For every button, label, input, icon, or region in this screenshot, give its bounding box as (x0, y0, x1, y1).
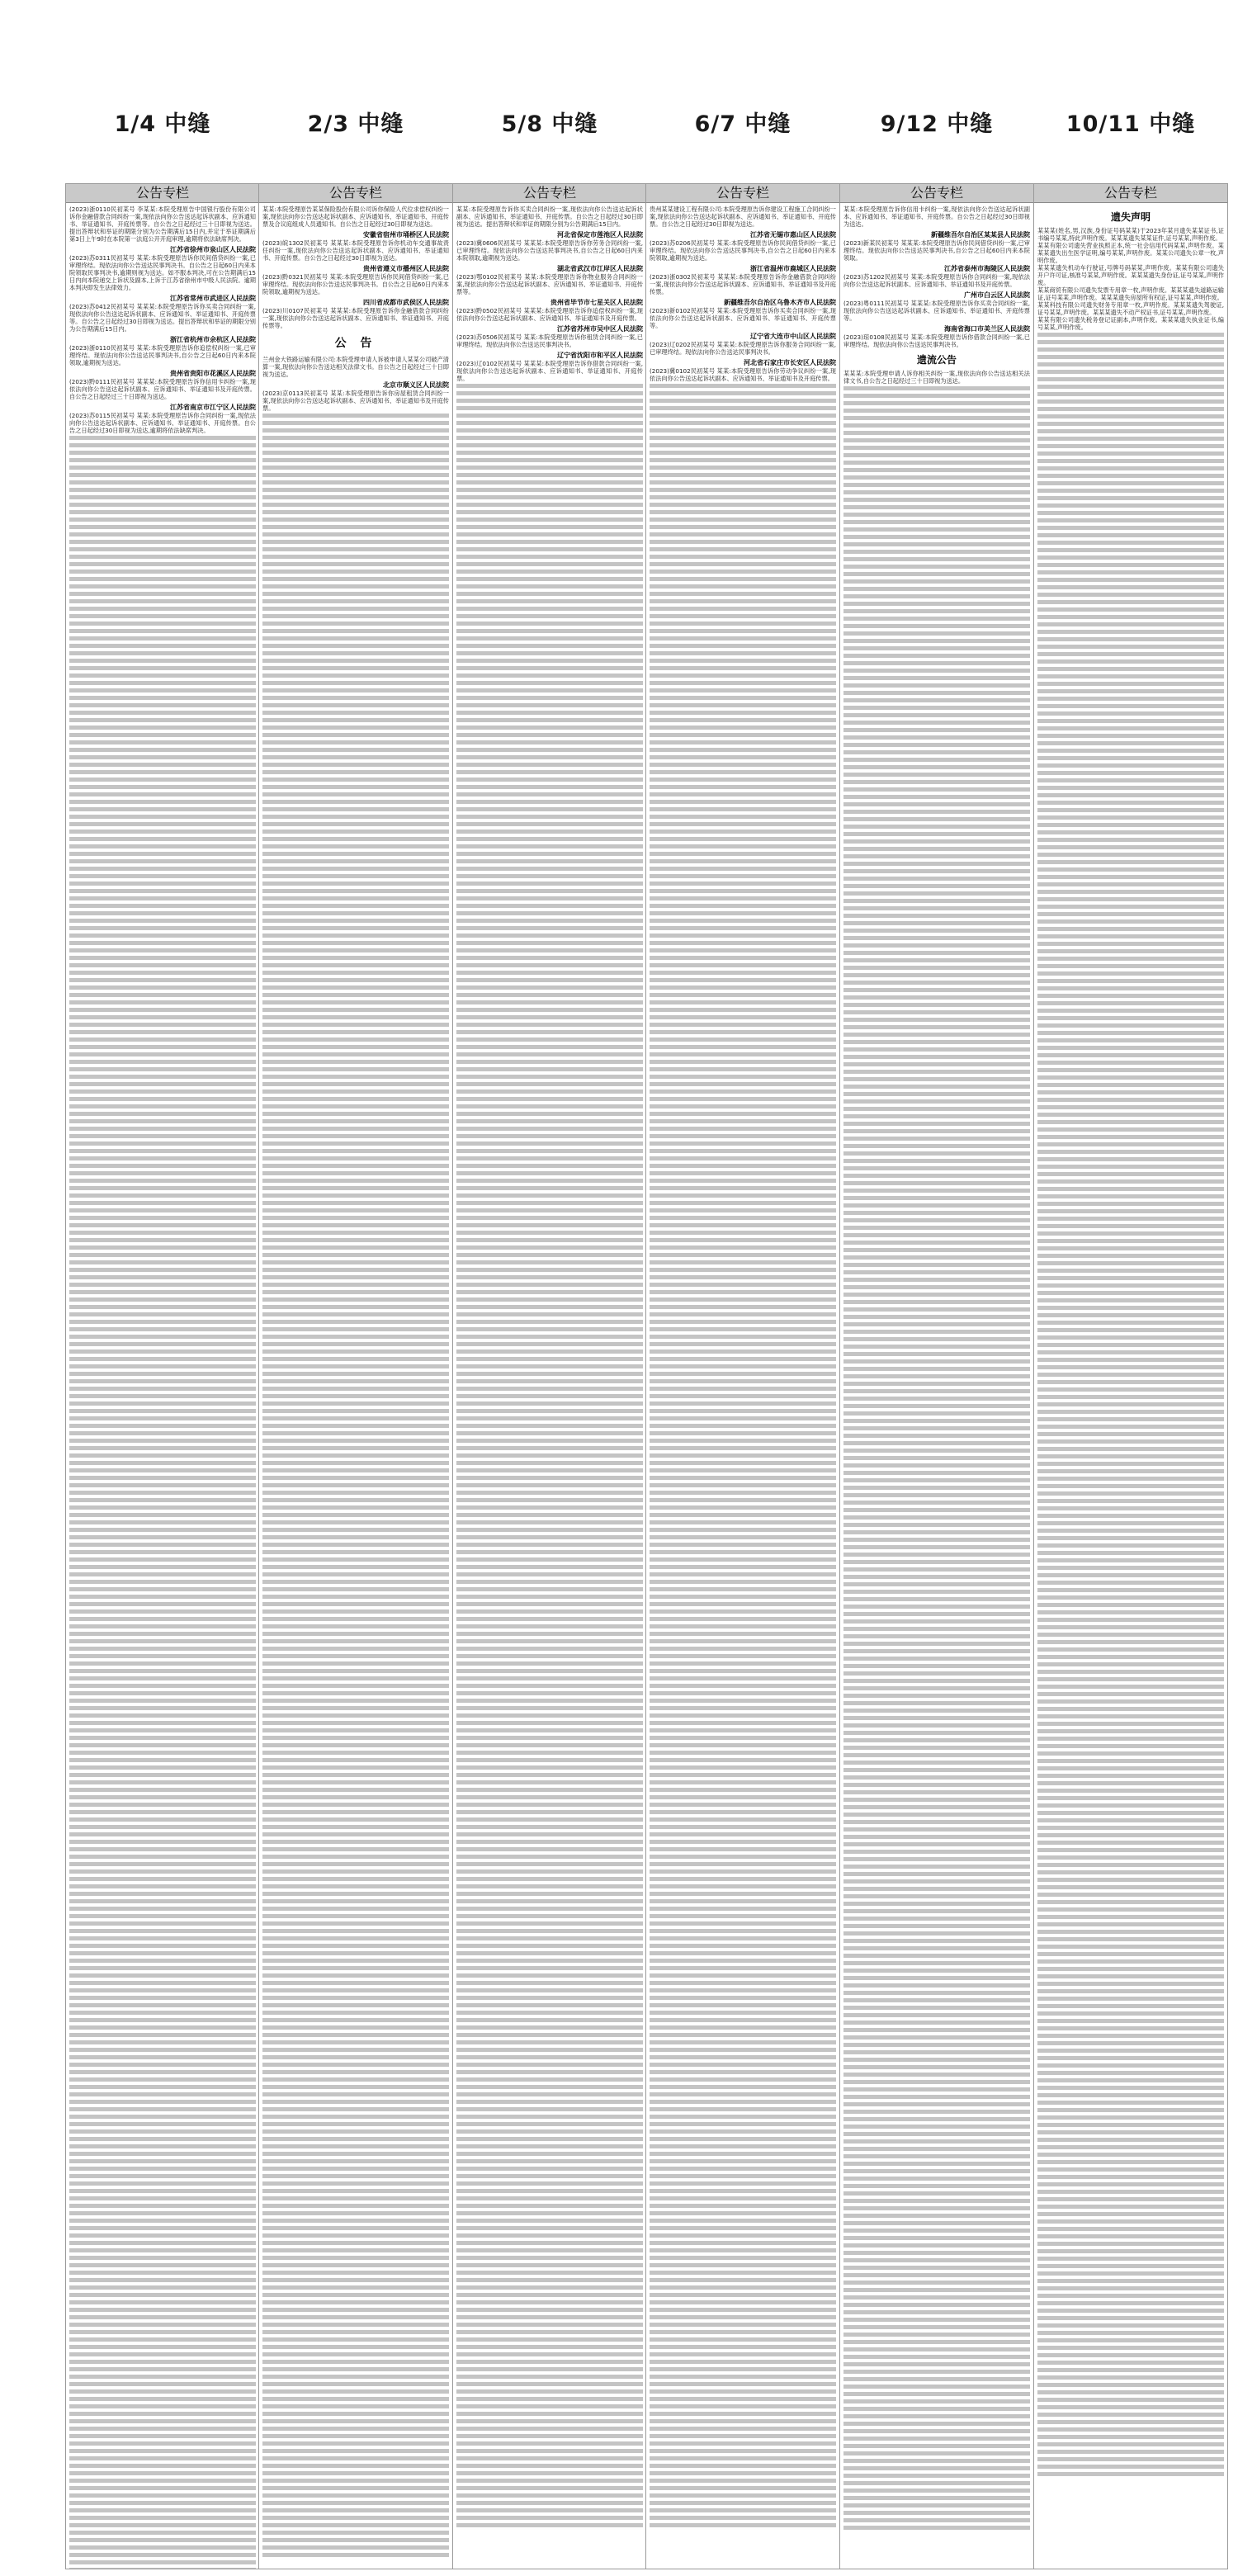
notice-paragraph: 某某有限公司遗失营业执照正本,统一社会信用代码某某,声明作废。某某某遗失出生医学证明,编号某某,声明作废。某某公司遗失公章一枚,声明作废。 (1037, 242, 1224, 264)
notice-paragraph: (2023)辽0102民初某号 某某某:本院受理原告诉你借款合同纠纷一案,现依法向你公告送达起诉状副本、应诉通知书、举证通知书、开庭传票。 (456, 360, 643, 382)
fine-print-texture (1037, 333, 1224, 2479)
notice-paragraph: (2023)皖1302民初某号 某某某:本院受理原告诉你机动车交通事故责任纠纷一案,现依法向你公告送达起诉状副本、应诉通知书、举证通知书、开庭传票。自公告之日起经过30日即视为送达。 (262, 239, 449, 262)
notice-paragraph: (2023)新0102民初某号 某某:本院受理原告诉你买卖合同纠纷一案,现依法向你公告送达起诉状副本、应诉通知书、举证通知书、开庭传票等。 (650, 307, 836, 329)
notice-paragraph: (2023)苏0412民初某号 某某某:本院受理原告诉你买卖合同纠纷一案,现依法向你公告送达起诉状副本、应诉通知书、举证通知书、开庭传票等。自公告之日起经过30日即视为送达。提出答辩状和举证的期限分别为公告期满后15日内。 (69, 303, 256, 333)
notice-heading: 江苏省苏州市吴中区人民法院 (557, 325, 643, 333)
notice-paragraph: (2023)粤0111民初某号 某某某:本院受理原告诉你买卖合同纠纷一案,现依法向你公告送达起诉状副本、应诉通知书、举证通知书、开庭传票等。 (843, 300, 1030, 322)
column-title: 1/4 中缝 (114, 111, 211, 137)
notice-heading: 江苏省常州市武进区人民法院 (170, 295, 256, 302)
notice-paragraph: (2023)浙0302民初某号 某某某:本院受理原告诉你金融借款合同纠纷一案,现依法向你公告送达起诉状副本、应诉通知书、举证通知书及开庭传票。 (650, 273, 836, 295)
notice-paragraph: 贵州某某建设工程有限公司:本院受理原告诉你建设工程施工合同纠纷一案,现依法向你公告送达起诉状副本、应诉通知书、举证通知书、开庭传票。自公告之日起经过30日即视为送达。 (650, 206, 836, 228)
fine-print-texture (262, 414, 449, 2559)
notice-paragraph: (2023)苏0311民初某号 某某:本院受理原告诉你民间借贷纠纷一案,已审理终结。现依法向你公告送达民事判决书。自公告之日起60日内来本院领取民事判决书,逾期则视为送达。如不服本判决,可在公告期满后15日内向本院递交上诉状及副本,上诉于江苏省徐州市中级人民法院。逾期本判决即发生法律效力。 (69, 254, 256, 291)
notice-paragraph: 某某:本院受理原告诉你买卖合同纠纷一案,现依法向你公告送达起诉状副本、应诉通知书、举证通知书、开庭传票。自公告之日起经过30日即视为送达。提出答辩状和举证的期限分别为公告期满后15日内。 (456, 206, 643, 228)
notice-paragraph: 某某某(姓名,男,汉族,身份证号码某某)于2023年某月遗失某某证书,证书编号某某,特此声明作废。某某某遗失某某证件,证号某某,声明作废。 (1037, 227, 1224, 242)
notice-panel (839, 183, 1034, 2569)
notice-heading: 四川省成都市武侯区人民法院 (363, 299, 449, 306)
column-title: 10/11 中缝 (1066, 111, 1196, 137)
column (1033, 0, 1228, 2576)
notice-heading: 公 告 (334, 337, 377, 350)
column (839, 0, 1034, 2576)
column-title: 6/7 中缝 (694, 111, 791, 137)
notice-heading: 辽宁省沈阳市和平区人民法院 (557, 352, 643, 359)
notice-heading: 贵州省遵义市播州区人民法院 (363, 265, 449, 272)
notice-paragraph: 某某:本院受理原告诉你信用卡纠纷一案,现依法向你公告送达起诉状副本、应诉通知书、举证通知书、开庭传票。自公告之日起经过30日即视为送达。 (843, 206, 1030, 228)
notice-heading: 江苏省泰州市海陵区人民法院 (944, 265, 1030, 272)
column-title: 2/3 中缝 (307, 111, 404, 137)
notice-paragraph: (2023)冀0606民初某号 某某某:本院受理原告诉你劳务合同纠纷一案,已审理终结。现依法向你公告送达民事判决书,自公告之日起60日内来本院领取,逾期视为送达。 (456, 239, 643, 262)
notice-body (259, 203, 452, 2559)
notice-panel (1033, 183, 1228, 2569)
notice-paragraph: (2023)鄂0102民初某号 某某:本院受理原告诉你物业服务合同纠纷一案,现依法向你公告送达起诉状副本、应诉通知书、举证通知书、开庭传票等。 (456, 273, 643, 295)
notice-paragraph: (2023)黔0111民初某号 某某某:本院受理原告诉你信用卡纠纷一案,现依法向你公告送达起诉状副本、应诉通知书、举证通知书及开庭传票。自公告之日起经过三十日即视为送达。 (69, 378, 256, 400)
notice-panel (65, 183, 260, 2569)
section-banner: 公告专栏 (259, 184, 452, 203)
notice-paragraph: (2023)黔0321民初某号 某某:本院受理原告诉你民间借贷纠纷一案,已审理终结。现依法向你公告送达民事判决书。自公告之日起60日内来本院领取,逾期视为送达。 (262, 273, 449, 295)
notice-paragraph: (2023)京0113民初某号 某某:本院受理原告诉你房屋租赁合同纠纷一案,现依法向你公告送达起诉状副本、应诉通知书、举证通知书及开庭传票。 (262, 390, 449, 412)
notice-heading: 新疆维吾尔自治区某某县人民法院 (931, 231, 1030, 239)
notice-panel (645, 183, 840, 2569)
notice-body (453, 203, 646, 2530)
notice-paragraph: (2023)苏1202民初某号 某某:本院受理原告诉你合同纠纷一案,现依法向你公告送达起诉状副本、应诉通知书、举证通知书及开庭传票。 (843, 273, 1030, 288)
notice-paragraph: (2023)辽0202民初某号 某某某:本院受理原告诉你服务合同纠纷一案,已审理终结。现依法向你公告送达民事判决书。 (650, 341, 836, 356)
notice-heading: 江苏省无锡市惠山区人民法院 (750, 231, 836, 239)
column-title: 5/8 中缝 (501, 111, 598, 137)
section-banner: 公告专栏 (840, 184, 1033, 203)
notice-panel (452, 183, 647, 2569)
notice-paragraph: (2023)冀0102民初某号 某某:本院受理原告诉你劳动争议纠纷一案,现依法向你公告送达起诉状副本、应诉通知书、举证通知书及开庭传票。 (650, 367, 836, 382)
notice-paragraph: 某某有限公司遗失税务登记证副本,声明作废。某某某遗失执业证书,编号某某,声明作废。 (1037, 316, 1224, 331)
notice-paragraph: (2023)琼0108民初某号 某某:本院受理原告诉你借款合同纠纷一案,已审理终结。现依法向你公告送达民事判决书。 (843, 333, 1030, 348)
notice-paragraph: 某某科技有限公司遗失财务专用章一枚,声明作废。某某某遗失驾驶证,证号某某,声明作废。某某某遗失不动产权证书,证号某某,声明作废。 (1037, 301, 1224, 316)
notice-paragraph: (2023)新某民初某号 某某某:本院受理原告诉你民间借贷纠纷一案,已审理终结。现依法向你公告送达民事判决书,自公告之日起60日内来本院领取。 (843, 239, 1030, 262)
section-banner: 公告专栏 (1034, 184, 1227, 203)
notice-heading: 贵州省毕节市七星关区人民法院 (550, 299, 643, 306)
notice-paragraph: 某某商贸有限公司遗失发票专用章一枚,声明作废。某某某遗失道路运输证,证号某某,声明作废。某某某遗失房屋所有权证,证号某某,声明作废。 (1037, 286, 1224, 301)
notice-heading: 辽宁省大连市中山区人民法院 (750, 333, 836, 340)
notice-heading: 新疆维吾尔自治区乌鲁木齐市人民法院 (724, 299, 836, 306)
notice-paragraph: 兰州金大铁路运输有限公司:本院受理申请人诉被申请人某某公司破产清算一案,现依法向你公告送达相关法律文书。自公告之日起经过三十日即视为送达。 (262, 356, 449, 378)
notice-heading: 河北省石家庄市长安区人民法院 (744, 359, 836, 366)
notice-heading: 遗流公告 (916, 354, 957, 366)
notice-body (840, 203, 1033, 2532)
notice-paragraph: (2023)苏0506民初某号 某某:本院受理原告诉你租赁合同纠纷一案,已审理终结。现依法向你公告送达民事判决书。 (456, 333, 643, 348)
notice-body (646, 203, 839, 2530)
notice-heading: 北京市顺义区人民法院 (383, 381, 449, 389)
fine-print-texture (456, 384, 643, 2530)
notice-heading: 湖北省武汉市江岸区人民法院 (557, 265, 643, 272)
notice-paragraph: (2023)苏0206民初某号 某某:本院受理原告诉你民间借贷纠纷一案,已审理终结。现依法向你公告送达民事判决书,自公告之日起60日内来本院领取,逾期视为送达。 (650, 239, 836, 262)
notice-heading: 江苏省徐州市泉山区人民法院 (170, 246, 256, 253)
section-banner: 公告专栏 (66, 184, 259, 203)
notice-heading: 贵州省贵阳市花溪区人民法院 (170, 370, 256, 377)
notice-heading: 河北省保定市莲池区人民法院 (557, 231, 643, 239)
column (65, 0, 260, 2576)
notice-body (66, 203, 259, 2569)
column (645, 0, 840, 2576)
notice-paragraph: (2023)浙0110民初某号 某某:本院受理原告诉你追偿权纠纷一案,已审理终结。现依法向你公告送达民事判决书,自公告之日起60日内来本院领取,逾期视为送达。 (69, 344, 256, 366)
notice-heading: 广州市白云区人民法院 (964, 291, 1030, 299)
notice-paragraph: 某某某:本院受理申请人诉你相关纠纷一案,现依法向你公告送达相关法律文书,自公告之日起经过三十日即视为送达。 (843, 370, 1030, 385)
notice-paragraph: (2023)川0107民初某号 某某某:本院受理原告诉你金融借款合同纠纷一案,现依法向你公告送达起诉状副本、应诉通知书、举证通知书、开庭传票等。 (262, 307, 449, 329)
notice-paragraph: (2023)浙0110民初某号 李某某:本院受理原告中国银行股份有限公司诉你金融借款合同纠纷一案,现依法向你公告送达起诉状副本、应诉通知书、举证通知书、开庭传票等。自公告之日起经过三十日即视为送达。提出答辩状和举证的期限分别为公告期满后15日内,并定于举证期满后第3日上午9时在本院第一法庭公开开庭审理,逾期将依法缺席判决。 (69, 206, 256, 243)
section-banner: 公告专栏 (646, 184, 839, 203)
fine-print-texture (650, 384, 836, 2530)
column (452, 0, 647, 2576)
notice-heading: 安徽省宿州市埇桥区人民法院 (363, 231, 449, 239)
section-banner: 公告专栏 (453, 184, 646, 203)
notice-heading: 遗失声明 (1110, 211, 1151, 223)
notice-paragraph: 某某某遗失机动车行驶证,号牌号码某某,声明作废。某某有限公司遗失开户许可证,核准号某某,声明作废。某某某遗失身份证,证号某某,声明作废。 (1037, 264, 1224, 286)
notice-heading: 浙江省杭州市余杭区人民法院 (170, 336, 256, 343)
fine-print-texture (69, 436, 256, 2569)
notice-heading: 浙江省温州市鹿城区人民法院 (750, 265, 836, 272)
notice-paragraph: (2023)黔0502民初某号 某某某:本院受理原告诉你追偿权纠纷一案,现依法向你公告送达起诉状副本、应诉通知书、举证通知书及开庭传票。 (456, 307, 643, 322)
notice-paragraph: 某某:本院受理原告某某保险股份有限公司诉你保险人代位求偿权纠纷一案,现依法向你公告送达起诉状副本、应诉通知书、举证通知书、开庭传票及合议庭组成人员通知书。自公告之日起经过30日即视为送达。 (262, 206, 449, 228)
fine-print-texture (843, 386, 1030, 2532)
column (258, 0, 453, 2576)
notice-heading: 海南省海口市美兰区人民法院 (944, 325, 1030, 333)
notice-panel (258, 183, 453, 2569)
notice-paragraph: (2023)苏0115民初某号 某某:本院受理原告诉你合同纠纷一案,现依法向你公告送达起诉状副本、应诉通知书、举证通知书、开庭传票。自公告之日起经过30日即视为送达,逾期将依法缺席判决。 (69, 412, 256, 434)
notice-body (1034, 203, 1227, 2479)
notice-heading: 江苏省南京市江宁区人民法院 (170, 404, 256, 411)
column-title: 9/12 中缝 (880, 111, 994, 137)
